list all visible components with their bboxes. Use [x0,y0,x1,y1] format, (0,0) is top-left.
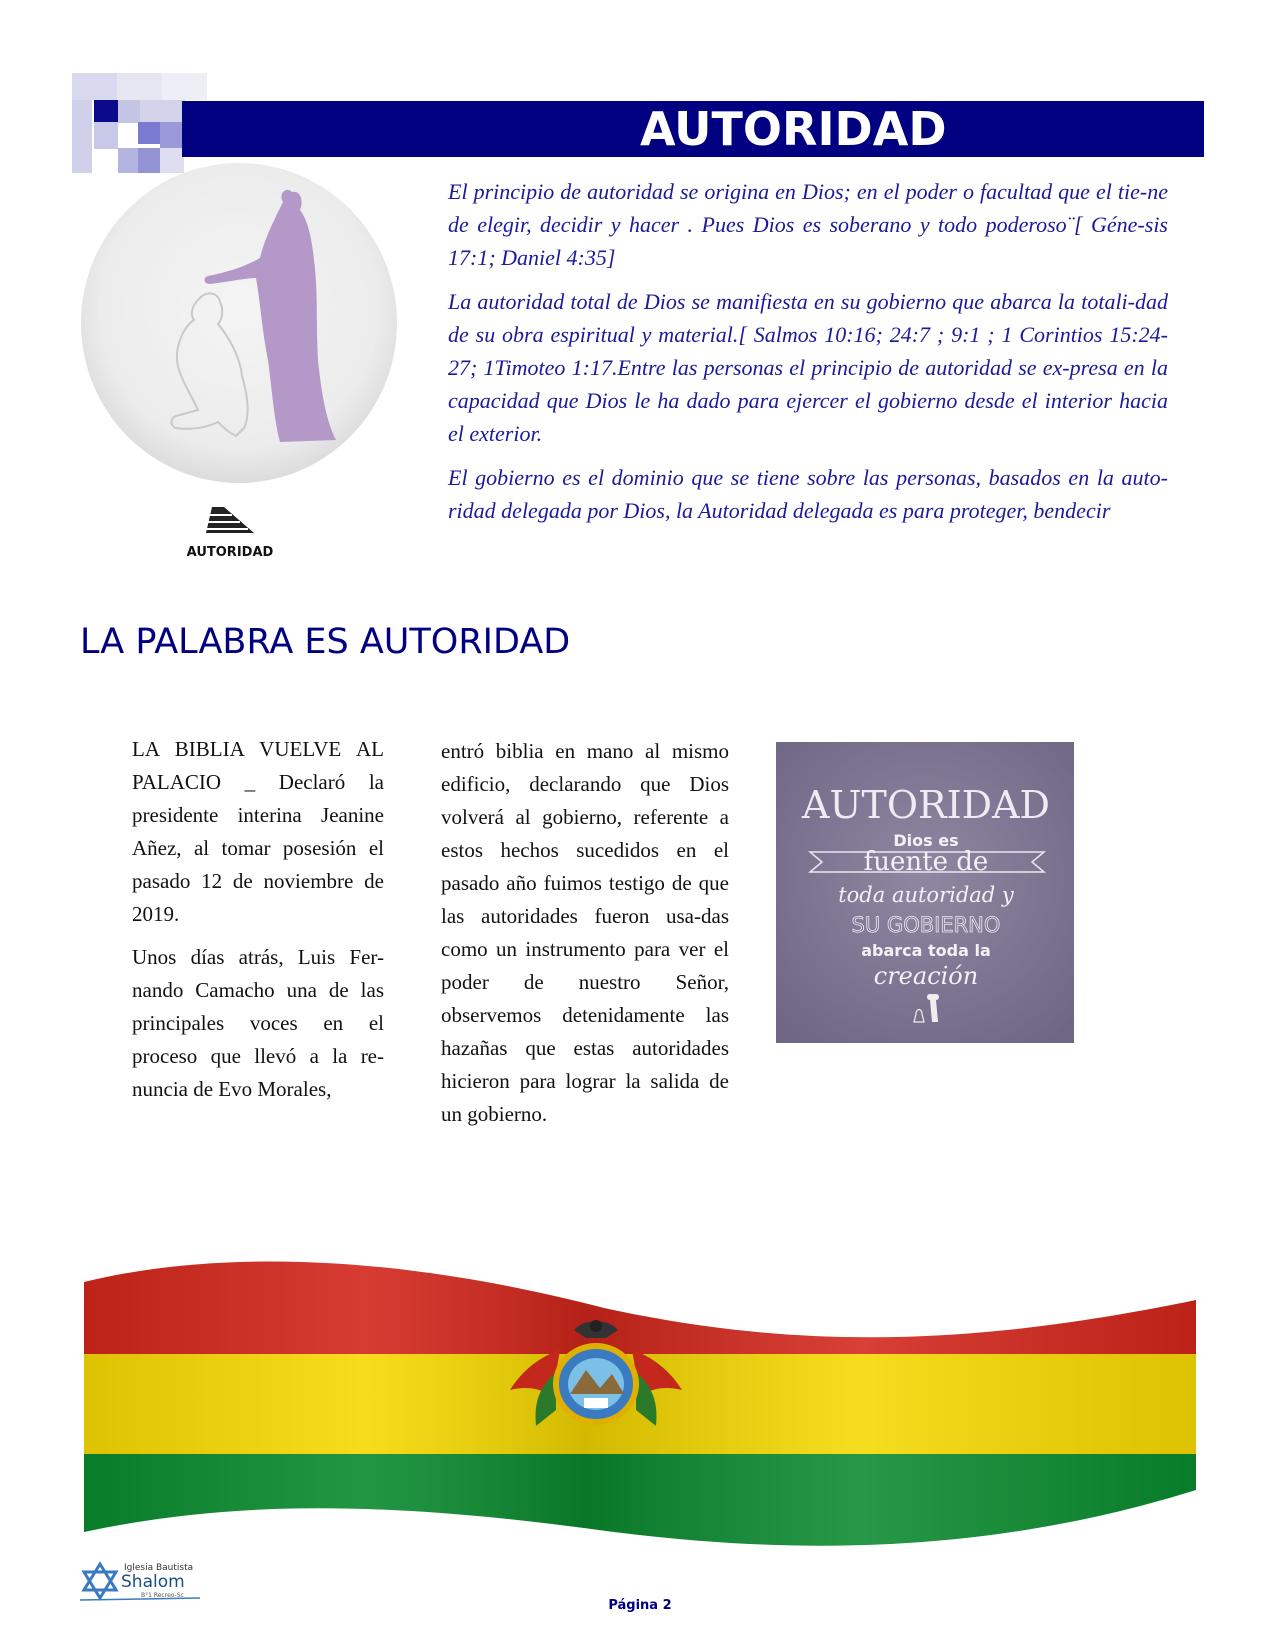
column-paragraph: LA BIBLIA VUELVE AL PALACIO _ Declaró la presidente interina Jeanine Añez, al tomar posesión el pasado 12 de noviembre de 2019. [132,737,384,926]
poster-line-1: AUTORIDAD [802,783,1050,827]
intro-text [448,175,1168,538]
pyramid-steps-logo-icon [202,505,258,537]
intro-paragraph: La autoridad total de Dios se manifiesta en su gobierno que abarca la totali-dad de su obra espiritual y material.[ Salmos 10:16; 24:7 ; 9:1 ; 1 Corintios 15:24-27; 1Timoteo 1:17.Entre las personas el principio de autoridad se ex-presa en la capacidad que Dios le ha dado para ejercer el gobierno desde el interior hacia el exterior. [448,289,1168,446]
church-subtitle: B°1 Recreo-Sc [141,1592,184,1599]
poster-line-5: SU GOBIERNO [851,913,1001,937]
kneeling-man-blessed-illustration [78,160,400,486]
bolivia-flag-icon [84,1260,1196,1556]
poster-line-2: Dios es [893,831,959,850]
section-title: LA PALABRA ES AUTORIDAD [80,622,571,662]
column-paragraph: Unos días atrás, Luis Fer-nando Camacho una de las principales voces en el proceso que llevó a la re-nuncia de Evo Morales, [132,945,384,1101]
poster-line-4: toda autoridad y [838,883,1014,907]
page-number: Página 2 [608,1598,672,1613]
poster-line-7: creación [873,962,979,990]
column-paragraph: entró biblia en mano al mismo edificio, declarando que Dios volverá al gobierno, referente a estos hechos sucedidos en el pasado año fuimos testigo de que las autoridades fueron usa-das como un instrumento para ver el poder de nuestro Señor, observemos detenidamente las hazañas que estas autoridades hicieron para lograr la salida de un gobierno. [441,739,729,1126]
church-name: Shalom [121,1572,185,1592]
page-title: AUTORIDAD [640,102,947,156]
column-right [441,735,729,1141]
intro-paragraph: El gobierno es el dominio que se tiene sobre las personas, basados en la auto-ridad delegada por Dios, la Autoridad delegada es para proteger, bendecir [448,465,1168,523]
intro-paragraph: El principio de autoridad se origina en Dios; en el poder o facultad que el tie-ne de elegir, decidir y hacer . Pues Dios es soberano y todo poderoso¨[ Géne-sis 17:1; Daniel 4:35] [448,179,1168,270]
column-left [132,733,384,1116]
autoridad-poster-image [776,742,1074,1043]
logo-caption: AUTORIDAD [186,545,274,560]
poster-line-6: abarca toda la [861,941,991,960]
church-small-label: Iglesia Bautista [124,1563,194,1573]
poster-line-3: fuente de [863,847,989,877]
